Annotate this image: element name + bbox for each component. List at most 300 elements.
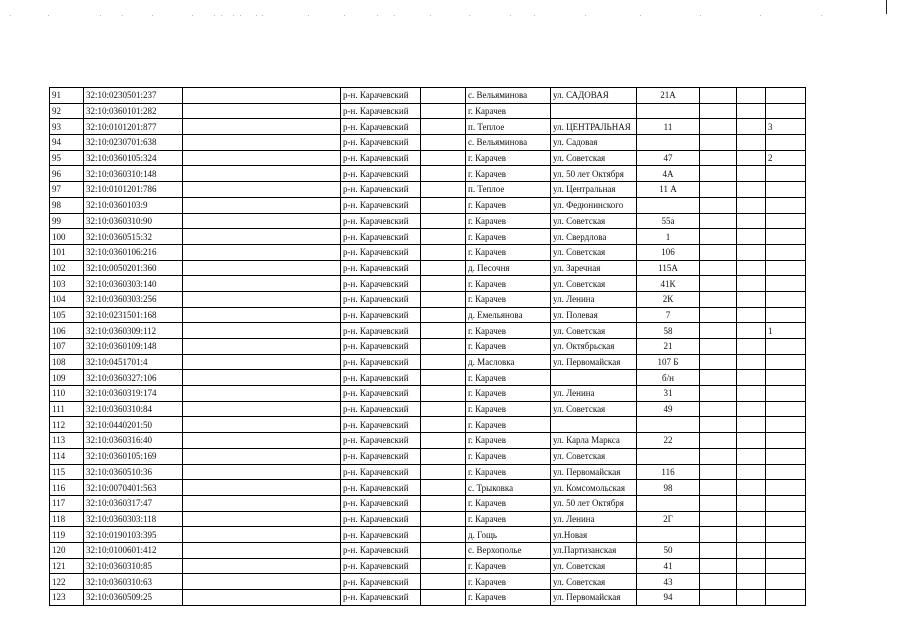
blank-cell bbox=[700, 464, 737, 480]
blank-cell bbox=[183, 166, 341, 182]
gap-cell bbox=[421, 276, 466, 292]
blank-cell bbox=[183, 480, 341, 496]
blank-cell bbox=[700, 276, 737, 292]
table-row bbox=[50, 433, 806, 449]
extra-value-cell bbox=[766, 88, 806, 104]
blank-cell bbox=[700, 448, 737, 464]
gap-cell bbox=[421, 339, 466, 355]
gap-cell bbox=[421, 354, 466, 370]
blank-cell bbox=[183, 229, 341, 245]
gap-cell bbox=[421, 464, 466, 480]
extra-value-cell: 3 bbox=[766, 119, 806, 135]
table-row bbox=[50, 370, 806, 386]
row-number-cell: 96 bbox=[50, 166, 84, 182]
blank-cell bbox=[737, 511, 766, 527]
extra-value-cell bbox=[766, 354, 806, 370]
blank-cell bbox=[700, 244, 737, 260]
blank-cell bbox=[700, 495, 737, 511]
blank-cell bbox=[183, 339, 341, 355]
noise-dot bbox=[534, 15, 535, 16]
blank-cell bbox=[737, 135, 766, 151]
cadastral-number-cell: 32:10:0360310:90 bbox=[84, 213, 183, 229]
cadastral-number-cell: 32:10:0360319:174 bbox=[84, 386, 183, 402]
district-cell: р-н. Карачевский bbox=[341, 433, 421, 449]
house-number-cell: 1 bbox=[637, 229, 700, 245]
blank-cell bbox=[737, 386, 766, 402]
blank-cell bbox=[700, 182, 737, 198]
row-number-cell: 113 bbox=[50, 433, 84, 449]
row-number-cell: 114 bbox=[50, 448, 84, 464]
gap-cell bbox=[421, 495, 466, 511]
cadastral-number-cell: 32:10:0360310:148 bbox=[84, 166, 183, 182]
blank-cell bbox=[737, 417, 766, 433]
blank-cell bbox=[183, 495, 341, 511]
blank-cell bbox=[737, 166, 766, 182]
street-cell: ул. Советская bbox=[551, 213, 637, 229]
street-cell bbox=[551, 103, 637, 119]
gap-cell bbox=[421, 291, 466, 307]
blank-cell bbox=[737, 401, 766, 417]
table-row bbox=[50, 276, 806, 292]
noise-dot bbox=[430, 15, 431, 16]
blank-cell bbox=[183, 590, 341, 606]
row-number-cell: 112 bbox=[50, 417, 84, 433]
extra-value-cell bbox=[766, 370, 806, 386]
locality-cell: г. Карачев bbox=[466, 166, 551, 182]
blank-cell bbox=[737, 323, 766, 339]
street-cell: ул. Первомайская bbox=[551, 354, 637, 370]
gap-cell bbox=[421, 542, 466, 558]
extra-value-cell bbox=[766, 229, 806, 245]
district-cell: р-н. Карачевский bbox=[341, 229, 421, 245]
table-row bbox=[50, 558, 806, 574]
house-number-cell: 116 bbox=[637, 464, 700, 480]
noise-dot bbox=[100, 15, 101, 16]
extra-value-cell bbox=[766, 386, 806, 402]
district-cell: р-н. Карачевский bbox=[341, 386, 421, 402]
blank-cell bbox=[183, 276, 341, 292]
cadastral-number-cell: 32:10:0360509:25 bbox=[84, 590, 183, 606]
house-number-cell bbox=[637, 448, 700, 464]
row-number-cell: 117 bbox=[50, 495, 84, 511]
house-number-cell: 4А bbox=[637, 166, 700, 182]
blank-cell bbox=[183, 119, 341, 135]
street-cell: ул. Ленина bbox=[551, 291, 637, 307]
blank-cell bbox=[737, 103, 766, 119]
gap-cell bbox=[421, 558, 466, 574]
district-cell: р-н. Карачевский bbox=[341, 339, 421, 355]
table-row bbox=[50, 103, 806, 119]
table-row bbox=[50, 260, 806, 276]
blank-cell bbox=[700, 558, 737, 574]
district-cell: р-н. Карачевский bbox=[341, 291, 421, 307]
blank-cell bbox=[700, 119, 737, 135]
extra-value-cell bbox=[766, 291, 806, 307]
noise-dot bbox=[122, 15, 123, 16]
cadastral-number-cell: 32:10:0360310:85 bbox=[84, 558, 183, 574]
row-number-cell: 108 bbox=[50, 354, 84, 370]
house-number-cell: 2К bbox=[637, 291, 700, 307]
row-number-cell: 101 bbox=[50, 244, 84, 260]
table-row bbox=[50, 291, 806, 307]
gap-cell bbox=[421, 323, 466, 339]
noise-dot bbox=[233, 15, 234, 16]
house-number-cell bbox=[637, 527, 700, 543]
row-number-cell: 91 bbox=[50, 88, 84, 104]
gap-cell bbox=[421, 574, 466, 590]
locality-cell: г. Карачев bbox=[466, 323, 551, 339]
house-number-cell: б/н bbox=[637, 370, 700, 386]
gap-cell bbox=[421, 433, 466, 449]
cadastral-number-cell: 32:10:0101201:877 bbox=[84, 119, 183, 135]
house-number-cell: 11 А bbox=[637, 182, 700, 198]
blank-cell bbox=[700, 511, 737, 527]
blank-cell bbox=[183, 182, 341, 198]
district-cell: р-н. Карачевский bbox=[341, 417, 421, 433]
blank-cell bbox=[737, 88, 766, 104]
gap-cell bbox=[421, 307, 466, 323]
noise-dot bbox=[221, 15, 222, 16]
row-number-cell: 104 bbox=[50, 291, 84, 307]
gap-cell bbox=[421, 386, 466, 402]
blank-cell bbox=[737, 558, 766, 574]
locality-cell: д. Песочня bbox=[466, 260, 551, 276]
district-cell: р-н. Карачевский bbox=[341, 197, 421, 213]
street-cell: ул. Советская bbox=[551, 276, 637, 292]
blank-cell bbox=[737, 370, 766, 386]
gap-cell bbox=[421, 480, 466, 496]
table-row bbox=[50, 307, 806, 323]
house-number-cell: 31 bbox=[637, 386, 700, 402]
table-row bbox=[50, 386, 806, 402]
extra-value-cell bbox=[766, 197, 806, 213]
district-cell: р-н. Карачевский bbox=[341, 480, 421, 496]
blank-cell bbox=[737, 574, 766, 590]
gap-cell bbox=[421, 229, 466, 245]
blank-cell bbox=[700, 88, 737, 104]
table-row bbox=[50, 135, 806, 151]
noise-dot bbox=[256, 15, 257, 16]
cadastral-number-cell: 32:10:0190103:395 bbox=[84, 527, 183, 543]
row-number-cell: 97 bbox=[50, 182, 84, 198]
blank-cell bbox=[737, 119, 766, 135]
blank-cell bbox=[700, 480, 737, 496]
cadastral-number-cell: 32:10:0360106:216 bbox=[84, 244, 183, 260]
district-cell: р-н. Карачевский bbox=[341, 307, 421, 323]
extra-value-cell bbox=[766, 182, 806, 198]
street-cell: ул. Советская bbox=[551, 558, 637, 574]
house-number-cell: 47 bbox=[637, 150, 700, 166]
blank-cell bbox=[183, 323, 341, 339]
house-number-cell: 22 bbox=[637, 433, 700, 449]
table-row bbox=[50, 448, 806, 464]
locality-cell: г. Карачев bbox=[466, 558, 551, 574]
noise-dot bbox=[48, 15, 49, 16]
blank-cell bbox=[183, 511, 341, 527]
blank-cell bbox=[737, 244, 766, 260]
blank-cell bbox=[183, 244, 341, 260]
blank-cell bbox=[700, 527, 737, 543]
blank-cell bbox=[700, 150, 737, 166]
district-cell: р-н. Карачевский bbox=[341, 323, 421, 339]
street-cell: ул. САДОВАЯ bbox=[551, 88, 637, 104]
extra-value-cell bbox=[766, 307, 806, 323]
blank-cell bbox=[700, 166, 737, 182]
street-cell: ул. ЦЕНТРАЛЬНАЯ bbox=[551, 119, 637, 135]
locality-cell: г. Карачев bbox=[466, 197, 551, 213]
table-row bbox=[50, 166, 806, 182]
blank-cell bbox=[700, 433, 737, 449]
locality-cell: г. Карачев bbox=[466, 276, 551, 292]
blank-cell bbox=[183, 291, 341, 307]
table-row bbox=[50, 197, 806, 213]
blank-cell bbox=[700, 291, 737, 307]
blank-cell bbox=[737, 354, 766, 370]
district-cell: р-н. Карачевский bbox=[341, 276, 421, 292]
street-cell: ул. Ленина bbox=[551, 386, 637, 402]
cadastral-number-cell: 32:10:0070401:563 bbox=[84, 480, 183, 496]
extra-value-cell bbox=[766, 276, 806, 292]
street-cell: ул. Первомайская bbox=[551, 464, 637, 480]
table-row bbox=[50, 119, 806, 135]
row-number-cell: 95 bbox=[50, 150, 84, 166]
cadastral-number-cell: 32:10:0100601:412 bbox=[84, 542, 183, 558]
district-cell: р-н. Карачевский bbox=[341, 542, 421, 558]
blank-cell bbox=[183, 542, 341, 558]
house-number-cell: 58 bbox=[637, 323, 700, 339]
gap-cell bbox=[421, 166, 466, 182]
district-cell: р-н. Карачевский bbox=[341, 370, 421, 386]
noise-dot bbox=[821, 15, 822, 16]
locality-cell: д. Гощь bbox=[466, 527, 551, 543]
blank-cell bbox=[700, 542, 737, 558]
house-number-cell: 21 bbox=[637, 339, 700, 355]
cadastral-number-cell: 32:10:0360309:112 bbox=[84, 323, 183, 339]
noise-dot bbox=[262, 15, 263, 16]
locality-cell: г. Карачев bbox=[466, 150, 551, 166]
locality-cell: г. Карачев bbox=[466, 511, 551, 527]
house-number-cell bbox=[637, 103, 700, 119]
table-row bbox=[50, 88, 806, 104]
row-number-cell: 122 bbox=[50, 574, 84, 590]
blank-cell bbox=[737, 448, 766, 464]
registry-body bbox=[50, 88, 806, 606]
blank-cell bbox=[700, 229, 737, 245]
row-number-cell: 109 bbox=[50, 370, 84, 386]
blank-cell bbox=[183, 197, 341, 213]
street-cell: ул.Новая bbox=[551, 527, 637, 543]
blank-cell bbox=[700, 417, 737, 433]
blank-cell bbox=[737, 150, 766, 166]
noise-dot bbox=[214, 15, 215, 16]
blank-cell bbox=[183, 417, 341, 433]
blank-cell bbox=[183, 213, 341, 229]
locality-cell: г. Карачев bbox=[466, 339, 551, 355]
blank-cell bbox=[183, 150, 341, 166]
blank-cell bbox=[700, 590, 737, 606]
district-cell: р-н. Карачевский bbox=[341, 182, 421, 198]
blank-cell bbox=[183, 464, 341, 480]
district-cell: р-н. Карачевский bbox=[341, 401, 421, 417]
extra-value-cell bbox=[766, 448, 806, 464]
extra-value-cell bbox=[766, 401, 806, 417]
row-number-cell: 118 bbox=[50, 511, 84, 527]
blank-cell bbox=[700, 307, 737, 323]
row-number-cell: 119 bbox=[50, 527, 84, 543]
table-row bbox=[50, 480, 806, 496]
locality-cell: г. Карачев bbox=[466, 244, 551, 260]
blank-cell bbox=[737, 213, 766, 229]
blank-cell bbox=[700, 213, 737, 229]
house-number-cell: 11 bbox=[637, 119, 700, 135]
table-row bbox=[50, 590, 806, 606]
street-cell bbox=[551, 370, 637, 386]
table-row bbox=[50, 323, 806, 339]
cadastral-number-cell: 32:10:0440201:50 bbox=[84, 417, 183, 433]
blank-cell bbox=[183, 370, 341, 386]
noise-dot bbox=[700, 15, 701, 16]
row-number-cell: 120 bbox=[50, 542, 84, 558]
district-cell: р-н. Карачевский bbox=[341, 150, 421, 166]
house-number-cell: 7 bbox=[637, 307, 700, 323]
table-row bbox=[50, 527, 806, 543]
locality-cell: п. Теплое bbox=[466, 182, 551, 198]
row-number-cell: 100 bbox=[50, 229, 84, 245]
gap-cell bbox=[421, 590, 466, 606]
locality-cell: г. Карачев bbox=[466, 103, 551, 119]
cadastral-number-cell: 32:10:0360105:169 bbox=[84, 448, 183, 464]
district-cell: р-н. Карачевский bbox=[341, 135, 421, 151]
row-number-cell: 110 bbox=[50, 386, 84, 402]
street-cell: ул. 50 лет Октября bbox=[551, 166, 637, 182]
locality-cell: г. Карачев bbox=[466, 401, 551, 417]
table-row bbox=[50, 464, 806, 480]
cadastral-number-cell: 32:10:0230501:237 bbox=[84, 88, 183, 104]
cadastral-number-cell: 32:10:0360310:84 bbox=[84, 401, 183, 417]
house-number-cell: 21А bbox=[637, 88, 700, 104]
table-row bbox=[50, 401, 806, 417]
locality-cell: г. Карачев bbox=[466, 433, 551, 449]
street-cell: ул. Полевая bbox=[551, 307, 637, 323]
house-number-cell bbox=[637, 197, 700, 213]
table-row bbox=[50, 417, 806, 433]
blank-cell bbox=[700, 197, 737, 213]
noise-dot bbox=[469, 15, 470, 16]
blank-cell bbox=[700, 103, 737, 119]
blank-cell bbox=[737, 464, 766, 480]
district-cell: р-н. Карачевский bbox=[341, 103, 421, 119]
table-row bbox=[50, 495, 806, 511]
blank-cell bbox=[737, 590, 766, 606]
blank-cell bbox=[737, 480, 766, 496]
house-number-cell bbox=[637, 417, 700, 433]
blank-cell bbox=[700, 354, 737, 370]
property-registry-table bbox=[49, 87, 806, 606]
district-cell: р-н. Карачевский bbox=[341, 166, 421, 182]
street-cell: ул. Садовая bbox=[551, 135, 637, 151]
blank-cell bbox=[183, 448, 341, 464]
district-cell: р-н. Карачевский bbox=[341, 448, 421, 464]
table-row bbox=[50, 339, 806, 355]
row-number-cell: 93 bbox=[50, 119, 84, 135]
gap-cell bbox=[421, 260, 466, 276]
table-row bbox=[50, 229, 806, 245]
cadastral-number-cell: 32:10:0360105:324 bbox=[84, 150, 183, 166]
gap-cell bbox=[421, 119, 466, 135]
blank-cell bbox=[183, 433, 341, 449]
gap-cell bbox=[421, 370, 466, 386]
row-number-cell: 111 bbox=[50, 401, 84, 417]
row-number-cell: 116 bbox=[50, 480, 84, 496]
district-cell: р-н. Карачевский bbox=[341, 464, 421, 480]
street-cell: ул.Партизанская bbox=[551, 542, 637, 558]
row-number-cell: 92 bbox=[50, 103, 84, 119]
locality-cell: г. Карачев bbox=[466, 417, 551, 433]
street-cell: ул. Советская bbox=[551, 323, 637, 339]
cadastral-number-cell: 32:10:0360515:32 bbox=[84, 229, 183, 245]
blank-cell bbox=[183, 558, 341, 574]
extra-value-cell bbox=[766, 260, 806, 276]
locality-cell: с. Вельяминова bbox=[466, 135, 551, 151]
cadastral-number-cell: 32:10:0360317:47 bbox=[84, 495, 183, 511]
locality-cell: г. Карачев bbox=[466, 448, 551, 464]
row-number-cell: 121 bbox=[50, 558, 84, 574]
extra-value-cell bbox=[766, 103, 806, 119]
locality-cell: г. Карачев bbox=[466, 464, 551, 480]
street-cell: ул. Карла Маркса bbox=[551, 433, 637, 449]
noise-dot bbox=[377, 15, 378, 16]
blank-cell bbox=[737, 433, 766, 449]
gap-cell bbox=[421, 213, 466, 229]
extra-value-cell bbox=[766, 433, 806, 449]
extra-value-cell bbox=[766, 527, 806, 543]
district-cell: р-н. Карачевский bbox=[341, 213, 421, 229]
noise-dot bbox=[640, 15, 641, 16]
blank-cell bbox=[183, 401, 341, 417]
scan-edge-mark bbox=[886, 0, 887, 14]
gap-cell bbox=[421, 182, 466, 198]
noise-dot bbox=[585, 15, 586, 16]
locality-cell: п. Теплое bbox=[466, 119, 551, 135]
row-number-cell: 102 bbox=[50, 260, 84, 276]
cadastral-number-cell: 32:10:0360316:40 bbox=[84, 433, 183, 449]
extra-value-cell: 1 bbox=[766, 323, 806, 339]
extra-value-cell bbox=[766, 339, 806, 355]
street-cell: ул. Центральная bbox=[551, 182, 637, 198]
blank-cell bbox=[183, 307, 341, 323]
blank-cell bbox=[737, 495, 766, 511]
table-row bbox=[50, 150, 806, 166]
row-number-cell: 99 bbox=[50, 213, 84, 229]
locality-cell: г. Карачев bbox=[466, 495, 551, 511]
street-cell: ул. Советская bbox=[551, 574, 637, 590]
blank-cell bbox=[737, 276, 766, 292]
district-cell: р-н. Карачевский bbox=[341, 244, 421, 260]
scan-noise-dots bbox=[0, 13, 905, 19]
table-row bbox=[50, 213, 806, 229]
cadastral-number-cell: 32:10:0360109:148 bbox=[84, 339, 183, 355]
extra-value-cell bbox=[766, 417, 806, 433]
gap-cell bbox=[421, 401, 466, 417]
house-number-cell: 115А bbox=[637, 260, 700, 276]
blank-cell bbox=[183, 354, 341, 370]
gap-cell bbox=[421, 527, 466, 543]
cadastral-number-cell: 32:10:0360103:9 bbox=[84, 197, 183, 213]
cadastral-number-cell: 32:10:0360101:282 bbox=[84, 103, 183, 119]
street-cell: ул. Советская bbox=[551, 448, 637, 464]
blank-cell bbox=[183, 88, 341, 104]
noise-dot bbox=[394, 15, 395, 16]
